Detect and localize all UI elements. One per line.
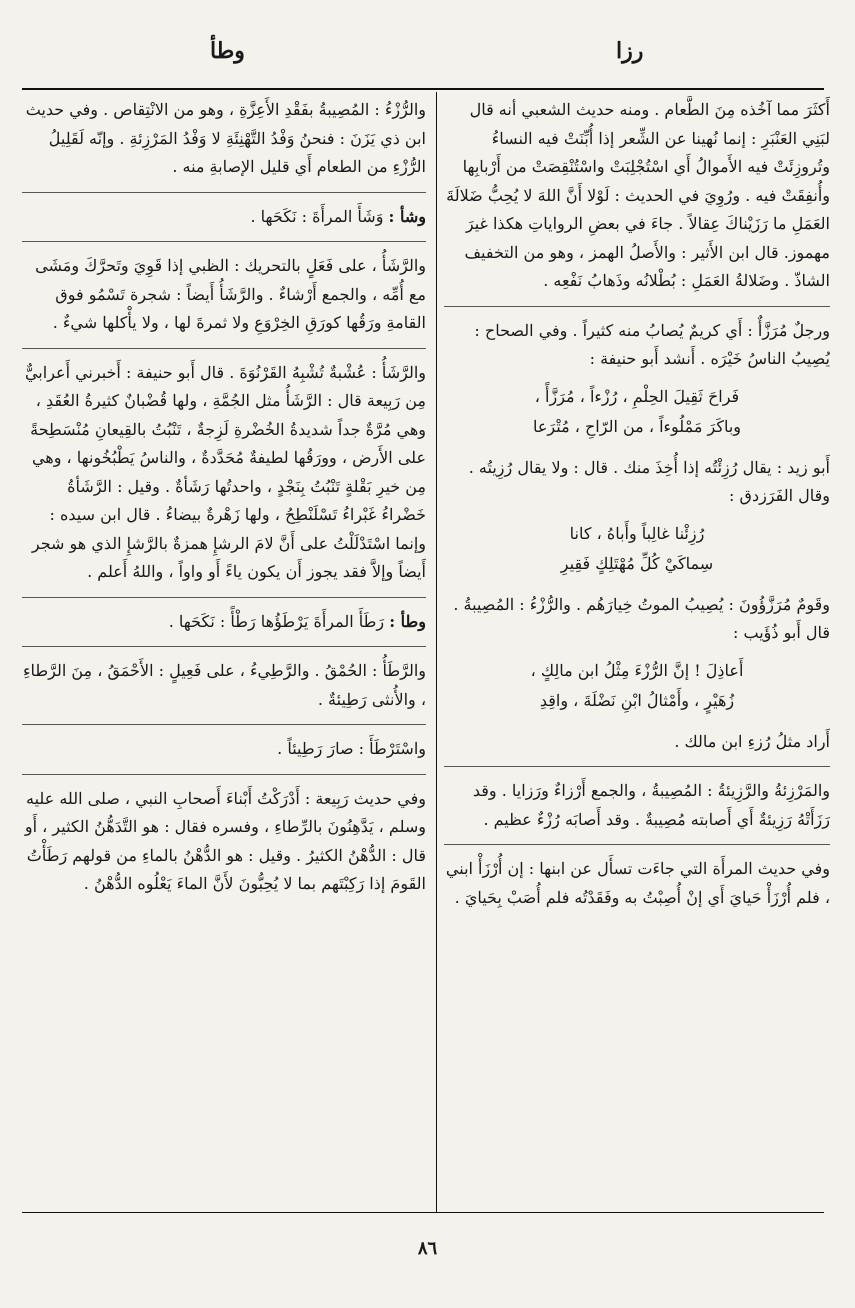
poetry-verse: [444, 519, 830, 579]
entry-paragraph: أَبو زيد : يقال رُزِئْتُه إذا أُخِذَ منك . قال : ولا يقال رُزِيتُه . وقال الفَرَزدق :: [468, 457, 830, 505]
entry-paragraph: وفي حديث رَبِيعة : أَدْرَكْتُ أَبْناءَ أَصحابِ النبي ، صلى الله عليه وسلم ، يَدَّهِنُونَ بالرِّطاءِ ، وفسره فقال : هو التَّدَهُّنُ الكثير ، أَو قال : الدُّهْنُ الكثيرُ . وقيل : هو الدُّهْنُ بالماءِ من قولهم رَطَأْتُ القَومَ إذا رَكِبْتَهم بما لا يُحِبُّونَ لأَنَّ الماءَ يَعْلُوه الدُّهْنُ .: [24, 788, 426, 893]
entry-paragraph: والرَّشَأُ ، على فَعَلٍ بالتحريك : الظبي إذا قَوِيَ وتَحرَّكَ ومَشَى مع أُمِّه ، والجمع أَرْشاءٌ . والرَّشَأُ أَيضاً : شجرة تَسْمُو فوق القامةِ ورَقُها كورَقِ الخِرْوَعِ ولا ثمرةَ لها ، ولا يأْكلها شيءٌ .: [22, 252, 426, 349]
entry-paragraph: وفي حديث المرأَة التي جاءَت تسأَل عن ابنها : إن أُرْزَأْ ابني ، فلم أُرْزَأْ حَيايَ أَي إنْ أُصِبْتُ به وفَقَدْتُه فلم أُصَبْ بِحَيايَ .: [445, 859, 830, 907]
verse-line: زُهَيْرٍ ، وأَمْثالُ ابْنِ نَضْلَةَ ، واقِدِ: [539, 690, 735, 710]
header-rule: [22, 88, 824, 90]
entry-heading-paragraph: [22, 203, 426, 243]
entry-headword: وطأ :: [389, 611, 426, 631]
entry-paragraph: ورجلٌ مُرَزَّأٌ : أَي كريمٌ يُصابُ منه كثيراً . وفي الصحاح : يُصِيبُ الناسُ خَيْرَه . أَنشد أَبو حنيفة :: [474, 320, 830, 368]
header-root-left: وطأ: [210, 38, 245, 64]
entry-paragraph: والرَّطَأُ : الحُمْقُ . والرَّطِيءُ ، على فَعِيلٍ : الأَحْمَقُ ، مِنَ الرَّطاءِ ، والأُنثى رَطِيئةٌ .: [22, 657, 426, 725]
column-divider: [436, 92, 437, 1212]
verse-line: سِماكَيْ كُلِّ مُهْتَلِكٍ فَقِيرِ: [560, 553, 714, 573]
entry-paragraph: أَكثَرَ مما آخُذه مِنَ الطَّعام . ومنه حديث الشعبي أنه قال لبَنِي العَنْبَرِ : إنما نُهينا عن الشِّعر إذا أُبِّنَتْ فيه النساءُ وتُروزِئَتْ فيه الأَموالُ أَي اسْتُجْلِبَتْ واسْتُنْقِصَتْ من أَرْبابِها وأُنفِقَتْ فيه . ورُوِيَ في الحديث : لَوْلا أَنَّ اللهَ لا يُحِبُّ ضَلالَةَ العَمَلِ ما رَزَيْناكَ عِقالاً . جاءَ في بعضِ الرواياتِ هكذا غيرَ مهموز. قال ابن الأَثير : والأَصلُ الهمز ، وهو من التخفيف الشاذّ . وضَلالةُ العَمَلِ : بُطْلانُه وذَهابُ نَفْعِه .: [444, 96, 830, 307]
verse-line: فَراحَ ثَقِيلَ الحِلْمِ ، رُزْءاً ، مُرَزَّأً ،: [534, 386, 740, 406]
poetry-verse: [444, 382, 830, 442]
entry-paragraph: والمَرْزِئةُ والرَّزِيئةُ : المُصِيبةُ ، والجمع أَرْزاءٌ ورَزايا . وقد رَزَأَتْهُ رَزِيئةٌ أَي أَصابته مُصِيبةٌ . وقد أَصابَه رُزْءٌ عظيم .: [444, 777, 830, 845]
page-number: ٨٦: [417, 1238, 438, 1259]
entry-definition: رَطَأَ المرأَةَ يَرْطَؤُها رَطْأً : نَكَحَها .: [168, 611, 385, 631]
verse-line: رُزِئْنا غالِباً وأَباهُ ، كانا: [569, 523, 705, 543]
verse-line: وباكَرَ مَمْلُوءاً ، من الرّاحِ ، مُتْرَعا: [532, 416, 741, 436]
header-root-right: رزا: [616, 38, 644, 64]
verse-line: أَعاذِلَ ! إنَّ الرُّزْءَ مِثْلُ ابن مالِكٍ ،: [530, 660, 744, 680]
entry-paragraph: والرُّزْءُ : المُصِيبةُ بفَقْدِ الأَعِزَّةِ ، وهو من الانْتِقاص . وفي حديث ابن ذي يَزَنَ : فنحنُ وَفْدُ التَّهْنِئَةِ لا وَفْدُ المَرْزِئةِ . وإنّه لَقَلِيلُ الرُّزْءِ من الطعام أَي قليل الإصابةِ منه .: [22, 96, 426, 193]
entry-heading-paragraph: [22, 608, 426, 648]
entry-paragraph: وقَومٌ مُرَزَّؤُونَ : يُصِيبُ الموتُ خِيارَهُم . والرُّزْءُ : المُصِيبةُ . قال أَبو ذُؤَيب :: [453, 594, 830, 642]
entry-headword: وشأ :: [388, 206, 426, 226]
left-column: [22, 96, 426, 1208]
poetry-verse: [444, 656, 830, 716]
entry-paragraph: أَراد مثلُ رُزءِ ابن مالك .: [444, 728, 830, 768]
footer-rule: [22, 1212, 824, 1213]
entry-paragraph: واسْتَرْطَأَ : صارَ رَطِيئاً .: [22, 735, 426, 775]
entry-definition: وَشَأَ المرأَةَ : نَكَحَها .: [250, 206, 384, 226]
entry-paragraph: والرَّشَأُ : عُشْبةٌ تُشْبِهُ القَرْنُوَةَ . قال أَبو حنيفة : أَخبرني أَعرابيٌّ مِن رَبِيعة قال : الرَّشَأُ مثل الجُمَّةِ ، ولها قُضْبانٌ كثيرةُ العُقَدِ ، وهي مُرَّةٌ جداً شديدةُ الخُضْرةِ لَزِجةٌ ، تَنْبُتُ بالقِيعانِ مُنْسَطِحةً على الأَرض ، وورَقُها لطيفةٌ مُحَدَّدةٌ ، والناسُ يَطْبُخُونها ، وهي مِن خيرِ بَقْلةٍ تَنْبُتُ بِنَجْدٍ ، واحدتُها رَشَأةٌ . وقيل : الرَّشَأةُ خَضْراءُ غَبْراءُ تَسْلَنْطِحُ ، ولها زَهْرةٌ بيضاءُ . قال ابن سيده : وإنما اسْتَدْلَلْتُ على أَنَّ لامَ الرشإِ همزةٌ بالرَّشإِ الذي هو شجر أَيضاً وإلاَّ فقد يجوز أَن يكون ياءً أَو واواً ، واللهُ أَعلم .: [22, 359, 426, 598]
right-column: [444, 96, 830, 1208]
